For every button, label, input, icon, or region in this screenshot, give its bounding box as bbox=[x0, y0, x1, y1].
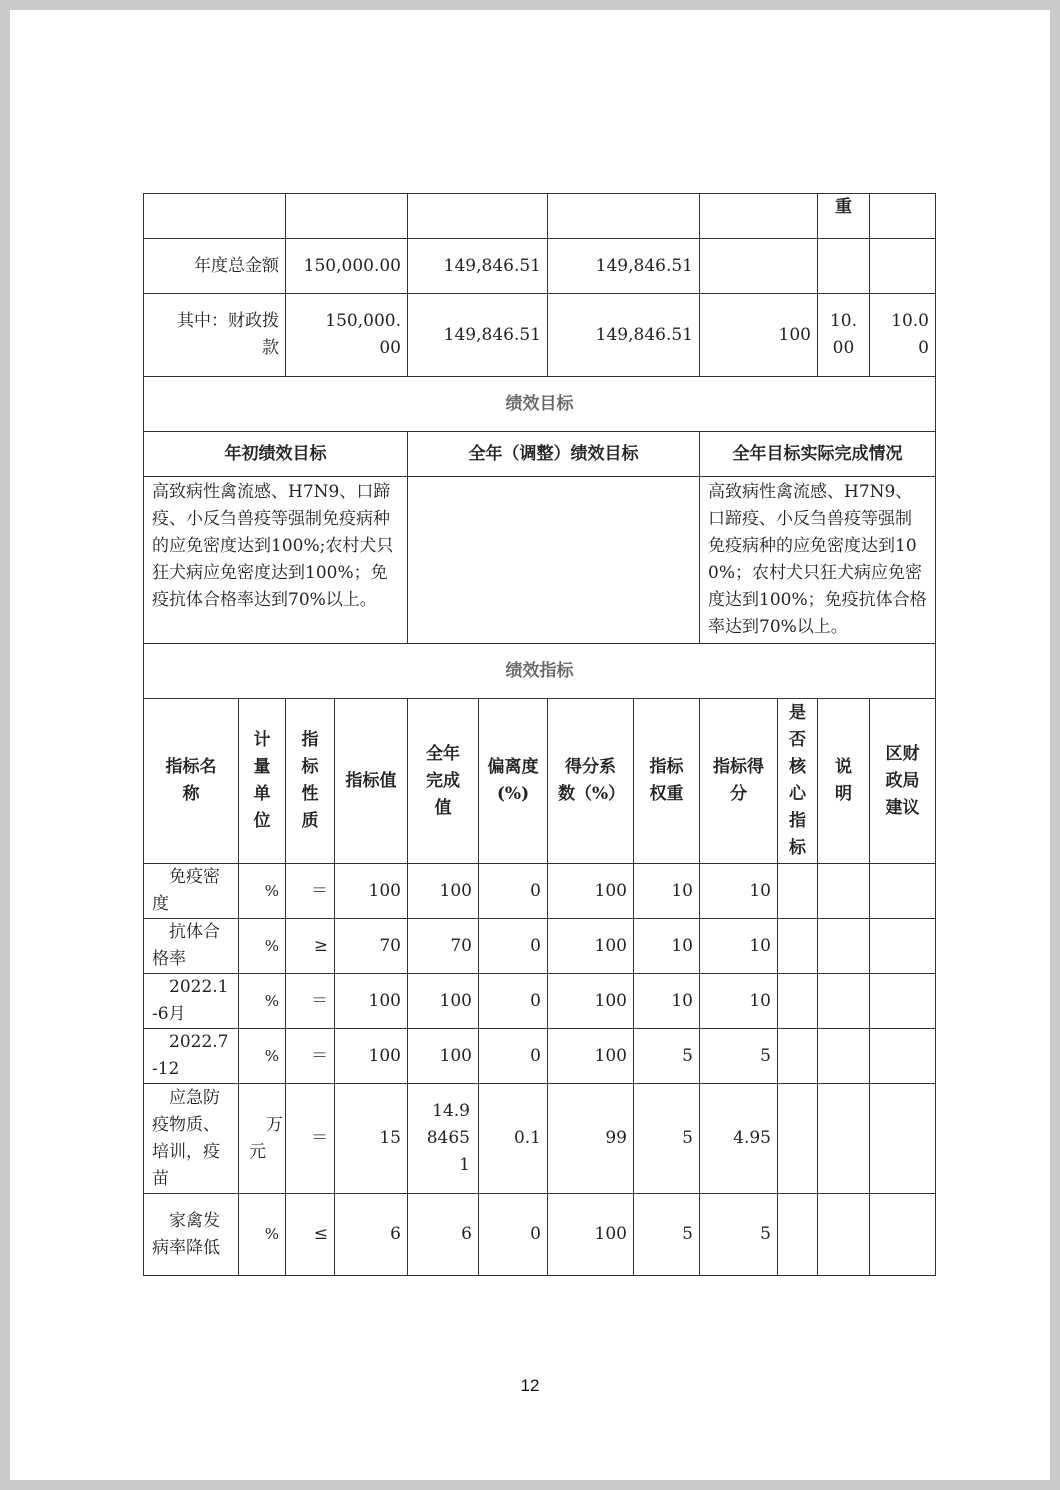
indicator-target: 15 bbox=[335, 1084, 408, 1194]
table-row bbox=[144, 864, 936, 919]
indicator-actual: 6 bbox=[408, 1194, 479, 1276]
indicator-name: 2022.1-6月 bbox=[144, 974, 239, 1029]
indicator-deviation: 0 bbox=[479, 864, 548, 919]
indicator-score: 4.95 bbox=[700, 1084, 778, 1194]
indicator-coefficient: 100 bbox=[548, 1194, 634, 1276]
indicator-coefficient: 100 bbox=[548, 919, 634, 974]
header-score: 指标得分 bbox=[700, 699, 778, 864]
goals-adjusted-text bbox=[408, 477, 700, 644]
indicator-name: 应急防疫物质、培训，疫苗 bbox=[144, 1084, 239, 1194]
header-score-coefficient: 得分系数（%） bbox=[548, 699, 634, 864]
header-target-value: 指标值 bbox=[335, 699, 408, 864]
indicator-deviation: 0 bbox=[479, 1029, 548, 1084]
indicator-deviation: 0 bbox=[479, 974, 548, 1029]
indicator-nature: ＝ bbox=[286, 1084, 335, 1194]
goals-col-actual: 全年目标实际完成情况 bbox=[700, 432, 936, 477]
fiscal-adjusted: 149,846.51 bbox=[408, 294, 548, 377]
header-actual-value: 全年完成值 bbox=[408, 699, 479, 864]
document-page bbox=[10, 10, 1050, 1480]
indicator-weight: 10 bbox=[634, 864, 700, 919]
indicator-actual: 70 bbox=[408, 919, 479, 974]
table-row bbox=[144, 974, 936, 1029]
indicator-weight: 5 bbox=[634, 1029, 700, 1084]
goals-col-adjusted: 全年（调整）绩效目标 bbox=[408, 432, 700, 477]
funds-header-tail-row bbox=[144, 194, 936, 239]
indicator-deviation: 0 bbox=[479, 1194, 548, 1276]
indicators-header-row bbox=[144, 699, 936, 864]
fiscal-rate: 100 bbox=[700, 294, 818, 377]
indicators-section-row bbox=[144, 644, 936, 699]
indicator-name: 抗体合格率 bbox=[144, 919, 239, 974]
header-nature: 指标性质 bbox=[286, 699, 335, 864]
indicator-unit: % bbox=[239, 1194, 286, 1276]
fiscal-budget: 150,000.00 bbox=[286, 294, 408, 377]
indicator-unit: % bbox=[239, 1029, 286, 1084]
annual-budget: 150,000.00 bbox=[286, 239, 408, 294]
indicator-name: 免疫密度 bbox=[144, 864, 239, 919]
page-number: 12 bbox=[520, 1376, 540, 1395]
annual-executed: 149,846.51 bbox=[548, 239, 700, 294]
annual-total-row bbox=[144, 239, 936, 294]
indicator-nature: ≥ bbox=[286, 919, 335, 974]
header-weight: 指标权重 bbox=[634, 699, 700, 864]
goals-section-title: 绩效目标 bbox=[144, 377, 936, 432]
indicator-coefficient: 100 bbox=[548, 974, 634, 1029]
indicator-actual: 100 bbox=[408, 1029, 479, 1084]
fiscal-weight: 10.00 bbox=[818, 294, 870, 377]
weight-header-tail: 重 bbox=[818, 194, 870, 239]
indicator-unit: % bbox=[239, 919, 286, 974]
indicator-score: 10 bbox=[700, 919, 778, 974]
fiscal-allocation-label: 其中：财政拨款 bbox=[144, 294, 286, 377]
indicator-nature: ≤ bbox=[286, 1194, 335, 1276]
header-deviation: 偏离度(%) bbox=[479, 699, 548, 864]
performance-table bbox=[143, 193, 936, 1276]
indicators-section-title: 绩效指标 bbox=[144, 644, 936, 699]
fiscal-score: 10.00 bbox=[870, 294, 936, 377]
annual-adjusted: 149,846.51 bbox=[408, 239, 548, 294]
indicator-nature: ＝ bbox=[286, 1029, 335, 1084]
indicator-actual: 14.984651 bbox=[408, 1084, 479, 1194]
goals-header-row bbox=[144, 432, 936, 477]
goals-initial-text: 高致病性禽流感、H7N9、口蹄疫、小反刍兽疫等强制免疫病种的应免密度达到100%;农村犬只狂犬病应免密度达到100%；免疫抗体合格率达到70%以上。 bbox=[144, 477, 408, 644]
header-finance-advice: 区财政局建议 bbox=[870, 699, 936, 864]
indicator-target: 6 bbox=[335, 1194, 408, 1276]
goals-section-row bbox=[144, 377, 936, 432]
fiscal-executed: 149,846.51 bbox=[548, 294, 700, 377]
indicator-weight: 10 bbox=[634, 919, 700, 974]
indicator-deviation: 0 bbox=[479, 919, 548, 974]
table-row bbox=[144, 1084, 936, 1194]
indicator-nature: ＝ bbox=[286, 974, 335, 1029]
annual-total-label: 年度总金额 bbox=[144, 239, 286, 294]
goals-content-row bbox=[144, 477, 936, 644]
indicator-coefficient: 100 bbox=[548, 1029, 634, 1084]
indicator-score: 10 bbox=[700, 864, 778, 919]
indicator-target: 70 bbox=[335, 919, 408, 974]
indicator-score: 10 bbox=[700, 974, 778, 1029]
indicator-target: 100 bbox=[335, 1029, 408, 1084]
indicator-unit: % bbox=[239, 974, 286, 1029]
header-is-core: 是否核心指标 bbox=[778, 699, 818, 864]
indicator-deviation: 0.1 bbox=[479, 1084, 548, 1194]
indicator-name: 2022.7-12 bbox=[144, 1029, 239, 1084]
indicator-actual: 100 bbox=[408, 864, 479, 919]
indicator-weight: 5 bbox=[634, 1194, 700, 1276]
indicator-target: 100 bbox=[335, 864, 408, 919]
indicator-unit: % bbox=[239, 864, 286, 919]
indicator-coefficient: 99 bbox=[548, 1084, 634, 1194]
indicator-unit: 万元 bbox=[239, 1084, 286, 1194]
indicator-target: 100 bbox=[335, 974, 408, 1029]
indicator-weight: 5 bbox=[634, 1084, 700, 1194]
indicator-weight: 10 bbox=[634, 974, 700, 1029]
table-row bbox=[144, 1194, 936, 1276]
header-note: 说明 bbox=[818, 699, 870, 864]
indicator-coefficient: 100 bbox=[548, 864, 634, 919]
indicator-actual: 100 bbox=[408, 974, 479, 1029]
indicator-score: 5 bbox=[700, 1194, 778, 1276]
indicator-score: 5 bbox=[700, 1029, 778, 1084]
goals-actual-text: 高致病性禽流感、H7N9、口蹄疫、小反刍兽疫等强制免疫病种的应免密度达到100%；农村犬只狂犬病应免密度达到100%；免疫抗体合格率达到70%以上。 bbox=[700, 477, 936, 644]
goals-col-initial: 年初绩效目标 bbox=[144, 432, 408, 477]
header-unit: 计量单位 bbox=[239, 699, 286, 864]
indicator-nature: ＝ bbox=[286, 864, 335, 919]
table-row bbox=[144, 919, 936, 974]
indicator-name: 家禽发病率降低 bbox=[144, 1194, 239, 1276]
table-row bbox=[144, 1029, 936, 1084]
fiscal-allocation-row bbox=[144, 294, 936, 377]
header-indicator-name: 指标名称 bbox=[144, 699, 239, 864]
